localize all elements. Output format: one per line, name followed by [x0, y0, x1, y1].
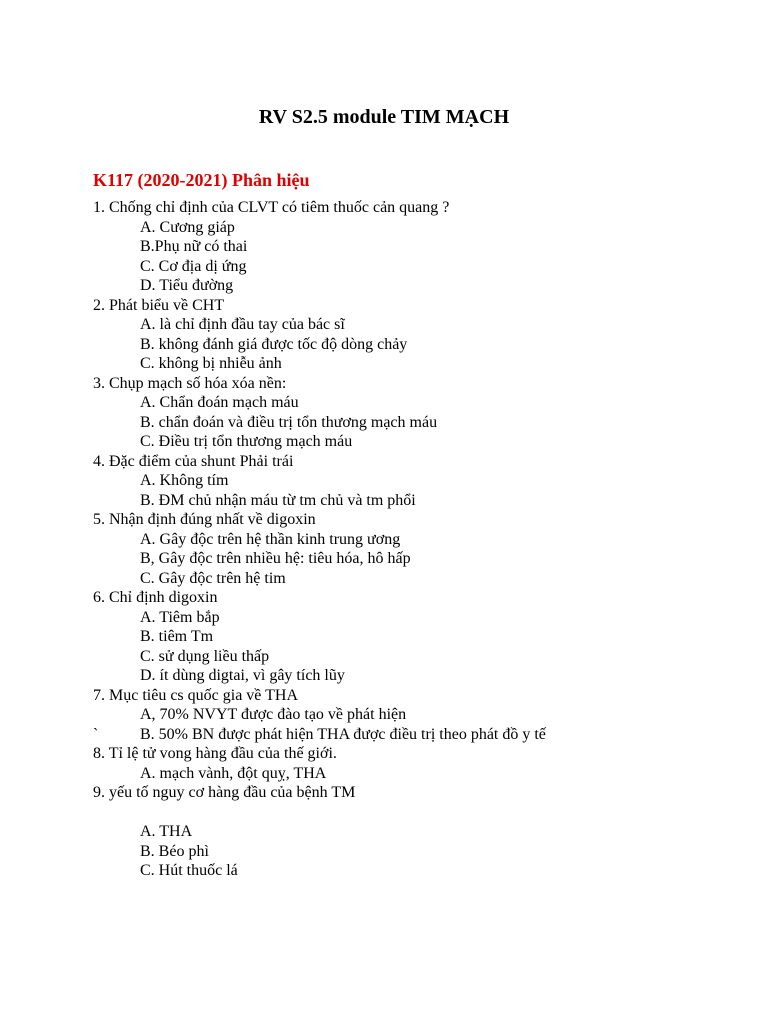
answer-option-text: A. Gây độc trên hệ thần kinh trung ương [140, 530, 401, 548]
answer-option-text: B. ĐM chủ nhận máu từ tm chủ và tm phổi [140, 491, 416, 509]
answer-option-text: B. 50% BN được phát hiện THA được điều trị theo phát đồ y tế [140, 725, 546, 743]
answer-option-text: B, Gây độc trên nhiều hệ: tiêu hóa, hô hấp [140, 550, 411, 567]
question-8: 8. Tỉ lệ tử vong hàng đầu của thế giới. [93, 745, 337, 762]
answer-option-text: B.Phụ nữ có thai [140, 238, 248, 255]
answer-option-text: B. không đánh giá được tốc độ dòng chảy [140, 335, 408, 353]
answer-option [93, 315, 753, 335]
answer-option-text: B. tiêm Tm [140, 628, 214, 645]
blank-line [93, 803, 753, 823]
answer-option [93, 218, 753, 238]
answer-option [93, 257, 753, 277]
answer-option [93, 764, 753, 784]
answer-option [93, 335, 753, 355]
answer-option-text: C. Gây độc trên hệ tim [140, 569, 286, 587]
answer-option [93, 432, 753, 452]
answer-option [93, 705, 753, 725]
answer-option-text: A. mạch vành, đột quỵ, THA [140, 764, 327, 782]
answer-option [93, 627, 753, 647]
answer-option-text: A. là chỉ định đầu tay của bác sĩ [140, 316, 345, 333]
question-9: 9. yếu tố nguy cơ hàng đầu của bệnh TM [93, 784, 356, 801]
answer-option [93, 413, 753, 433]
answer-option [93, 842, 753, 862]
answer-option-text: A. Chẩn đoán mạch máu [140, 394, 299, 411]
answer-option-text: A. Cương giáp [140, 218, 235, 236]
answer-option-text: A, 70% NVYT được đào tạo về phát hiện [140, 706, 407, 723]
answer-option [93, 237, 753, 257]
question-6: 6. Chỉ định digoxin [93, 589, 218, 606]
answer-option [93, 276, 753, 296]
question-1: 1. Chống chỉ định của CLVT có tiêm thuốc cản quang ? [93, 199, 450, 216]
answer-option-text: A. Tiêm bắp [140, 608, 220, 626]
answer-option [93, 725, 753, 745]
answer-option [93, 861, 753, 881]
answer-option [93, 549, 753, 569]
answer-option-text: C. Hút thuốc lá [140, 862, 238, 879]
answer-option-text: D. Tiểu đường [140, 277, 234, 294]
answer-option [93, 666, 753, 686]
answer-option [93, 569, 753, 589]
question-7: 7. Mục tiêu cs quốc gia về THA [93, 686, 298, 704]
answer-option [93, 491, 753, 511]
stray-mark: ` [93, 725, 99, 743]
answer-option-text: B. Béo phì [140, 842, 209, 860]
answer-option [93, 608, 753, 628]
answer-option-text: A. Không tím [140, 472, 229, 489]
question-2: 2. Phát biểu về CHT [93, 296, 225, 314]
answer-option [93, 471, 753, 491]
question-4: 4. Đặc điểm của shunt Phải trái [93, 452, 294, 470]
question-3: 3. Chụp mạch số hóa xóa nền: [93, 374, 287, 392]
answer-option-text: D. ít dùng digtai, vì gây tích lũy [140, 667, 345, 684]
answer-option [93, 354, 753, 374]
answer-option-text: B. chẩn đoán và điều trị tổn thương mạch máu [140, 413, 438, 431]
question-list [93, 198, 753, 881]
answer-option [93, 822, 753, 842]
answer-option [93, 647, 753, 667]
answer-option [93, 530, 753, 550]
document-title: RV S2.5 module TIM MẠCH [258, 106, 510, 128]
answer-option-text: C. sử dụng liều thấp [140, 647, 270, 665]
answer-option-text: C. Cơ địa dị ứng [140, 257, 247, 275]
answer-option-text: C. Điều trị tổn thương mạch máu [140, 433, 353, 450]
section-heading: K117 (2020-2021) Phân hiệu [93, 170, 310, 190]
answer-option-text: A. THA [140, 823, 193, 840]
question-5: 5. Nhận định đúng nhất về digoxin [93, 511, 316, 528]
answer-option [93, 393, 753, 413]
answer-option-text: C. không bị nhiễu ảnh [140, 355, 282, 372]
